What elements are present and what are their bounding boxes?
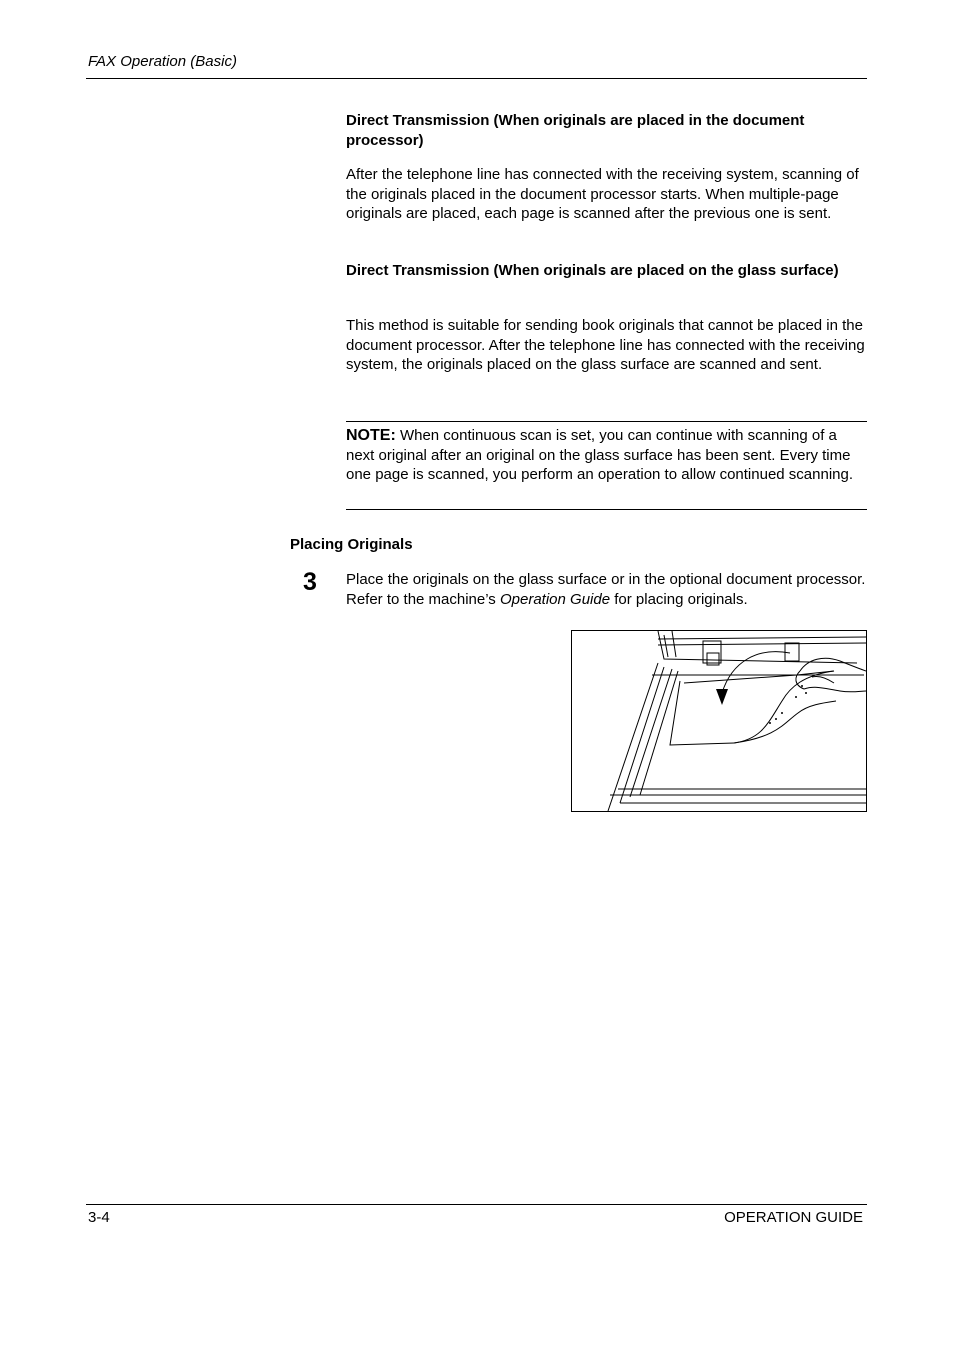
step-text: [346, 570, 867, 609]
footer-guide-name: OPERATION GUIDE: [724, 1209, 863, 1226]
placing-originals-heading: Placing Originals: [290, 536, 413, 553]
step-text-guide-title: Operation Guide: [499, 590, 611, 608]
paragraph-direct-doc-processor: After the telephone line has connected with the receiving system, scanning of the originals placed in the document processor starts. When multiple-page originals are placed, each page is scanned after the previous one is sent.: [346, 166, 859, 222]
step-text-before: Place the originals on the glass surface or in the optional document processor. Refer to the machine’s: [346, 571, 866, 608]
note-bottom-rule: [346, 509, 867, 510]
heading-direct-glass: Direct Transmission (When originals are placed on the glass surface): [346, 262, 839, 279]
page-header-title: FAX Operation (Basic): [88, 53, 237, 70]
note-top-rule: [346, 421, 867, 422]
note-box: [346, 426, 867, 485]
note-label: NOTE:: [346, 427, 396, 444]
footer-page-number: 3-4: [88, 1209, 110, 1226]
note-text: When continuous scan is set, you can continue with scanning of a next original after an original on the glass surface has been sent. Every time one page is scanned, you perform an operation to allow continued scanning.: [346, 427, 854, 483]
heading-direct-doc-processor: Direct Transmission (When originals are placed in the document processor): [346, 112, 805, 149]
step-text-after: for placing originals.: [610, 590, 748, 608]
scanner-glass-drawing: [572, 631, 866, 811]
step-number: 3: [303, 568, 317, 596]
scanner-illustration: [571, 630, 867, 812]
footer-rule: [86, 1204, 867, 1205]
header-rule: [86, 78, 867, 79]
paragraph-direct-glass: This method is suitable for sending book originals that cannot be placed in the document processor. After the telephone line has connected with the receiving system, the originals placed on the glass surface are scanned and sent.: [346, 317, 865, 373]
